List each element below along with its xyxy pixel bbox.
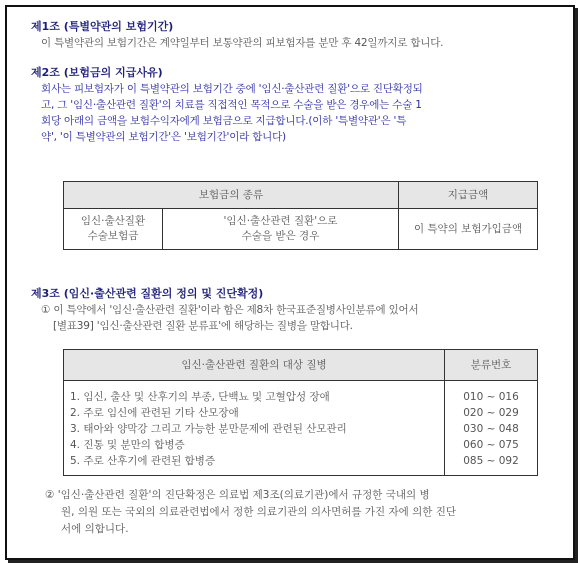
article-1-title: 제1조 (특별약관의 보험기간) (31, 20, 174, 33)
article-3-item-2-line-3: 서에 의합니다. (61, 523, 129, 535)
disease-name: 3. 태아와 양막강 그리고 가능한 분만문제에 관련된 산모관리 (64, 421, 445, 437)
disease-code: 020 ~ 029 (445, 405, 538, 421)
article-1-body: 이 특별약관의 보험기간은 계약일부터 보통약관의 피보험자를 분만 후 42일까지로 합니다. (41, 37, 444, 49)
benefit-table-header (64, 182, 538, 209)
benefit-condition-line-1: '임신·출산관련 질환'으로 (223, 215, 338, 227)
disease-name: 2. 주로 임신에 관련된 기타 산모장애 (64, 405, 445, 421)
benefit-condition-line-2: 수술을 받은 경우 (241, 230, 320, 242)
disease-name: 4. 진통 및 분만의 합병증 (64, 437, 445, 453)
disease-code: 010 ~ 016 (445, 381, 538, 406)
benefit-table (63, 181, 538, 250)
table-row (64, 421, 538, 437)
disease-table (63, 349, 538, 476)
article-3-item-1-line-1: ① 이 특약에서 '임신·출산관련 질환'이라 함은 제8차 한국표준질병사인분류에 있어서 (41, 304, 419, 316)
disease-code: 085 ~ 092 (445, 453, 538, 476)
benefit-table-row (64, 209, 538, 250)
benefit-amount-cell: 이 특약의 보험가입금액 (399, 209, 538, 250)
benefit-name-line-2: 수술보험금 (87, 230, 139, 242)
article-2-line-3: 회당 아래의 금액을 보험수익자에게 보험금으로 지급합니다.(이하 '특별약관'은 '특 (41, 115, 407, 127)
article-3-item-2-line-2: 원, 의원 또는 국외의 의료관련법에서 정한 의료기관의 의사면허를 가진 자에 의한 진단 (61, 506, 457, 518)
table-row (64, 453, 538, 476)
header-code: 분류번호 (445, 350, 538, 381)
article-2-line-1: 회사는 피보험자가 이 특별약관의 보험기간 중에 '임신·출산관련 질환'으로 진단확정되 (41, 83, 423, 95)
disease-name: 5. 주로 산후기에 관련된 합병증 (64, 453, 445, 476)
table-row (64, 437, 538, 453)
article-3-title: 제3조 (임신·출산관련 질환의 정의 및 진단확정) (31, 287, 264, 300)
article-2 (31, 65, 423, 145)
benefit-condition-cell (163, 209, 399, 250)
disease-code: 030 ~ 048 (445, 421, 538, 437)
article-2-title: 제2조 (보험금의 지급사유) (31, 66, 163, 79)
article-3-item-2-line-1: ② '임신·출산관련 질환'의 진단확정은 의료법 제3조(의료기관)에서 규정한 국내의 병 (45, 489, 430, 501)
article-2-line-2: 고, 그 '임신·출산관련 질환'의 치료를 직접적인 목적으로 수술을 받은 경우에는 수술 1 (41, 99, 422, 111)
disease-table-header (64, 350, 538, 381)
benefit-name-line-1: 임신·출산질환 (80, 215, 146, 227)
article-2-line-4: 약', '이 특별약관의 보험기간'은 '보험기간'이라 합니다) (41, 131, 286, 143)
table-row (64, 381, 538, 406)
header-benefit-type: 보험금의 종류 (64, 182, 399, 209)
disease-code: 060 ~ 075 (445, 437, 538, 453)
article-3-item-2 (45, 487, 545, 538)
benefit-name-cell (64, 209, 163, 250)
header-disease: 임신·출산관련 질환의 대상 질병 (64, 350, 445, 381)
disease-name: 1. 임신, 출산 및 산후기의 부종, 단백뇨 및 고혈압성 장애 (64, 381, 445, 406)
article-1 (31, 19, 443, 51)
article-3 (31, 286, 418, 334)
article-3-item-1-line-2: [별표39] '임신·출산관련 질환 분류표'에 해당하는 질병을 말합니다. (53, 320, 353, 332)
document-frame (5, 5, 575, 560)
header-amount: 지급금액 (399, 182, 538, 209)
table-row (64, 405, 538, 421)
